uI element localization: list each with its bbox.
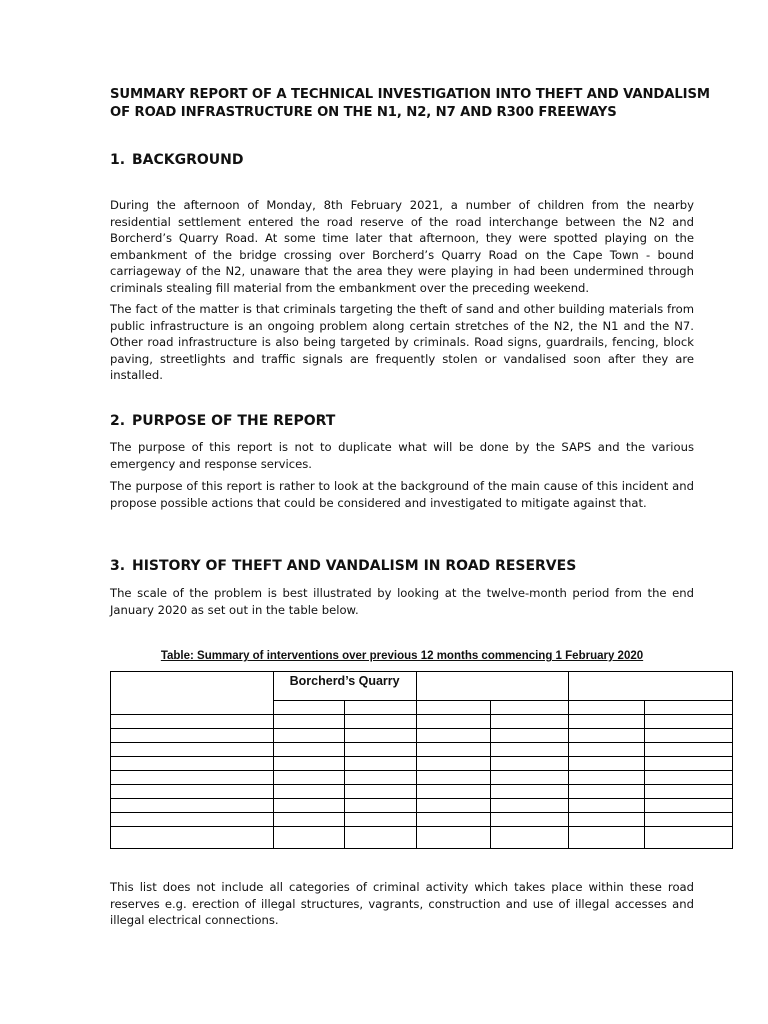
section-2-paragraph-2: The purpose of this report is rather to look at the background of the main cause of this incident and propose possible actions that could be considered and investigated to mitigate against that.	[110, 479, 694, 510]
report-title: SUMMARY REPORT OF A TECHNICAL INVESTIGATION INTO THEFT AND VANDALISM OF ROAD INFRASTRUCTURE ON THE N1, N2, N7 AND R300 FREEWAYS	[110, 87, 710, 120]
table-row	[111, 729, 733, 743]
table-row	[111, 771, 733, 785]
section-2-title: PURPOSE OF THE REPORT	[132, 413, 336, 429]
interventions-table	[110, 671, 733, 849]
section-3-title: HISTORY OF THEFT AND VANDALISM IN ROAD RESERVES	[132, 558, 577, 574]
section-2-number: 2.	[110, 413, 126, 429]
section-1-heading	[110, 151, 244, 169]
table-header-row	[111, 672, 733, 701]
closing-paragraph: This list does not include all categories of criminal activity which takes place within these road reserves e.g. erection of illegal structures, vagrants, construction and use of illegal accesses and illegal electrical connections.	[110, 880, 694, 928]
section-1-paragraph-2: The fact of the matter is that criminals targeting the theft of sand and other building materials from public infrastructure is an ongoing problem along certain stretches of the N2, the N1 and the N7. Other road infrastructure is also being targeted by criminals. Road signs, guardrails, fencing, block paving, streetlights and traffic signals are frequently stolen or vandalised soon after they are installed.	[110, 302, 694, 383]
section-2-paragraph-1: The purpose of this report is not to duplicate what will be done by the SAPS and the various emergency and response services.	[110, 440, 694, 471]
section-3-paragraph-1: The scale of the problem is best illustrated by looking at the twelve-month period from the end January 2020 as set out in the table below.	[110, 586, 694, 617]
section-1-number: 1.	[110, 152, 126, 168]
table-group-header	[416, 672, 569, 701]
table-row	[111, 757, 733, 771]
section-1-paragraph-1: During the afternoon of Monday, 8th February 2021, a number of children from the nearby residential settlement entered the road reserve of the road interchange between the N2 and Borcherd’s Quarry Road. At some time later that afternoon, they were spotted playing on the embankment of the bridge crossing over Borcherd’s Quarry Road on the Cape Town - bound carriageway of the N2, unaware that the area they were playing in had been undermined through criminals stealing fill material from the embankment over the preceding weekend.	[110, 198, 694, 295]
section-1-title: BACKGROUND	[132, 152, 244, 168]
table-caption: Table: Summary of interventions over previous 12 months commencing 1 February 2020	[160, 650, 644, 662]
table-group-header	[569, 672, 733, 701]
table-group-header-borcherds-quarry: Borcherd’s Quarry	[273, 672, 416, 701]
table-row	[111, 715, 733, 729]
section-3-number: 3.	[110, 558, 126, 574]
table-row	[111, 827, 733, 849]
table-row	[111, 785, 733, 799]
table-row	[111, 813, 733, 827]
table-header-blank	[111, 672, 274, 715]
table-row	[111, 799, 733, 813]
section-3-heading	[110, 557, 576, 575]
table-row	[111, 743, 733, 757]
section-2-heading	[110, 412, 335, 430]
